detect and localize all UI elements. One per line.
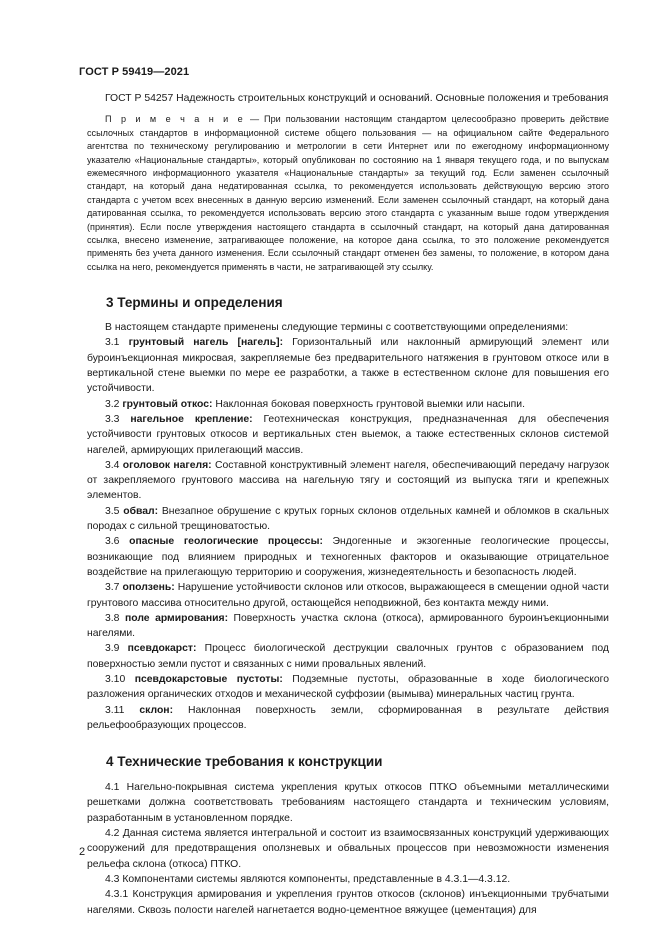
term-entry (87, 397, 609, 412)
term-name: поле армирования: (124, 612, 229, 624)
term-number: 3.6 (105, 536, 130, 548)
term-number: 3.10 (105, 674, 135, 685)
term-number: 3.5 (105, 505, 124, 517)
term-name: грунтовый нагель [нагель]: (128, 337, 284, 349)
term-definition: Составной конструктивный элемент нагеля, обеспечивающий передачу нагрузок от закрепляемого грунтового массива на нагельную тягу и состоящий из выпуска тяги и крепежных элементов. (87, 459, 609, 502)
term-definition: Горизонтальный или наклонный армирующий элемент или буроинъекционная микросвая, закрепляемые без предварительного натяжения в грунтовом откосе или в вертикальной стене выемки по мере ее разработки, а также в естественном склоне для повышения его устойчивости. (87, 337, 610, 395)
term-number: 3.2 (105, 398, 123, 410)
term-entry (87, 580, 609, 611)
term-number: 3.1 (105, 337, 129, 349)
page-number: 2 (79, 846, 86, 858)
term-definition: Нарушение устойчивости склонов или откосов, выражающееся в смещении одной части грунтового массива относительно другой, остающейся неподвижной, без контакта между ними. (87, 582, 609, 609)
term-name: грунтовый откос: (122, 398, 213, 410)
section-4-paragraph: 4.3 Компонентами системы являются компоненты, представленные в 4.3.1—4.3.12. (105, 873, 511, 885)
note-paragraph (87, 113, 609, 274)
section-4-paragraph: 4.3.1 Конструкция армирования и укрепления грунтов откосов (склонов) инъекционными трубчатыми нагелями. Сквозь полости нагелей нагнетается водно-цементное вяжущее (цементация) для (87, 889, 609, 916)
term-definition: Геотехническая конструкция, предназначенная для обеспечения устойчивости грунтовых откосов и вертикальных стен выемок, а также естественных склонов системой нагелей, армирующих прилегающий массив. (87, 413, 609, 456)
section-4-heading: 4 Технические требования к конструкции (106, 754, 383, 770)
term-number: 3.7 (105, 582, 123, 594)
page-content (87, 90, 609, 918)
document-header: ГОСТ Р 59419—2021 (79, 66, 190, 78)
term-name: оползень: (122, 582, 175, 594)
term-entry (87, 335, 609, 396)
term-name: нагельное крепление: (130, 413, 253, 425)
term-definition: Внезапное обрушение с крутых горных склонов отдельных камней и обломков в скальных породах с сильной трещиноватостью. (87, 505, 609, 533)
section-3-heading: 3 Термины и определения (106, 295, 283, 311)
note-label: П р и м е ч а н и е (105, 114, 245, 125)
term-name: псевдокарст: (127, 643, 197, 655)
term-number: 3.9 (105, 643, 128, 655)
term-entry (87, 672, 609, 703)
section-3-intro: В настоящем стандарте применены следующие термины с соответствующими определениями: (105, 322, 569, 334)
term-definition: Поверхность участка склона (откоса), армированного буроинъекционными нагелями. (87, 612, 609, 640)
note-text: — При пользовании настоящим стандартом целесообразно проверить действие ссылочных стандартов в информационной системе общего пользования — на официальном сайте Федерального агентства по техническому регулированию и метрологии в сети Интернет или по ежегодному информационному указателю «Национальные стандарты», который опубликован по состоянию на 1 января текущего года, и по выпускам ежемесячного информационного указателя «Национальные стандарты» за текущий год. Если заменен ссылочный стандарт, на который дана недатированная ссылка, то рекомендуется использовать действующую версию этого стандарта с учетом всех внесенных в данную версию изменений. Если заменен ссылочный стандарт, на который дана датированная ссылка, то рекомендуется использовать версию этого стандарта с указанным выше годом утверждения (принятия). Если после утверждения настоящего стандарта в ссылочный стандарт, на который дана датированная ссылка, внесено изменение, затрагивающее положение, на которое дана ссылка, то это положение рекомендуется применять без учета данного изменения. Если ссылочный стандарт отменен без замены, то положение, в котором дана ссылка на него, рекомендуется применять в части, не затрагивающей эту ссылку. (87, 114, 609, 272)
term-definition: Наклонная боковая поверхность грунтовой выемки или насыпи. (212, 398, 525, 410)
term-entry (87, 534, 609, 580)
term-entry (87, 504, 609, 535)
term-definition: Эндогенные и экзогенные геологические процессы, возникающие под влиянием природных и техногенных факторов и оказывающие отрицательное воздействие на прилегающую территорию и сооружения, жизнедеятельность и безопасность людей. (87, 536, 609, 578)
section-4-paragraph: 4.1 Нагельно-покрывная система укрепления крутых откосов ПТКО объемными металлическими решетками должна соответствовать требованиям настоящего стандарта и техническим условиям, разработанным в установленном порядке. (87, 782, 609, 824)
section-4-paragraph: 4.2 Данная система является интегральной и состоит из взаимосвязанных конструкций удерживающих сооружений для предотвращения оползневых и обвальных процессов при невозможности изменения рельефа склона (откоса) ПТКО. (87, 828, 609, 870)
term-entry (87, 641, 609, 672)
term-number: 3.8 (105, 612, 125, 624)
term-entry (87, 703, 609, 734)
term-number: 3.11 (105, 704, 140, 716)
term-entry (87, 611, 609, 642)
term-entry (87, 458, 609, 504)
section-4-body (87, 780, 609, 918)
term-name: псевдокарстовые пустоты: (134, 674, 283, 685)
term-definition: Подземные пустоты, образованные в ходе биологического разложения органических отходов и механической суффозии (вымыва) минеральных частиц грунта. (87, 674, 610, 701)
terms-list (87, 335, 609, 733)
normative-reference: ГОСТ Р 54257 Надежность строительных конструкций и оснований. Основные положения и требования (105, 93, 609, 104)
term-definition: Процесс биологической деструкции свалочных грунтов с образованием под поверхностью земли пустот и связанных с ними провальных явлений. (87, 643, 609, 670)
term-name: обвал: (123, 505, 159, 517)
term-entry (87, 412, 609, 458)
term-name: опасные геологические процессы: (129, 536, 323, 548)
term-definition: Наклонная поверхность земли, сформированная в результате действия рельефообразующих процессов. (87, 704, 610, 731)
term-number: 3.3 (105, 413, 131, 425)
term-name: оголовок нагеля: (122, 459, 212, 471)
term-number: 3.4 (105, 459, 123, 471)
term-name: склон: (139, 704, 174, 716)
